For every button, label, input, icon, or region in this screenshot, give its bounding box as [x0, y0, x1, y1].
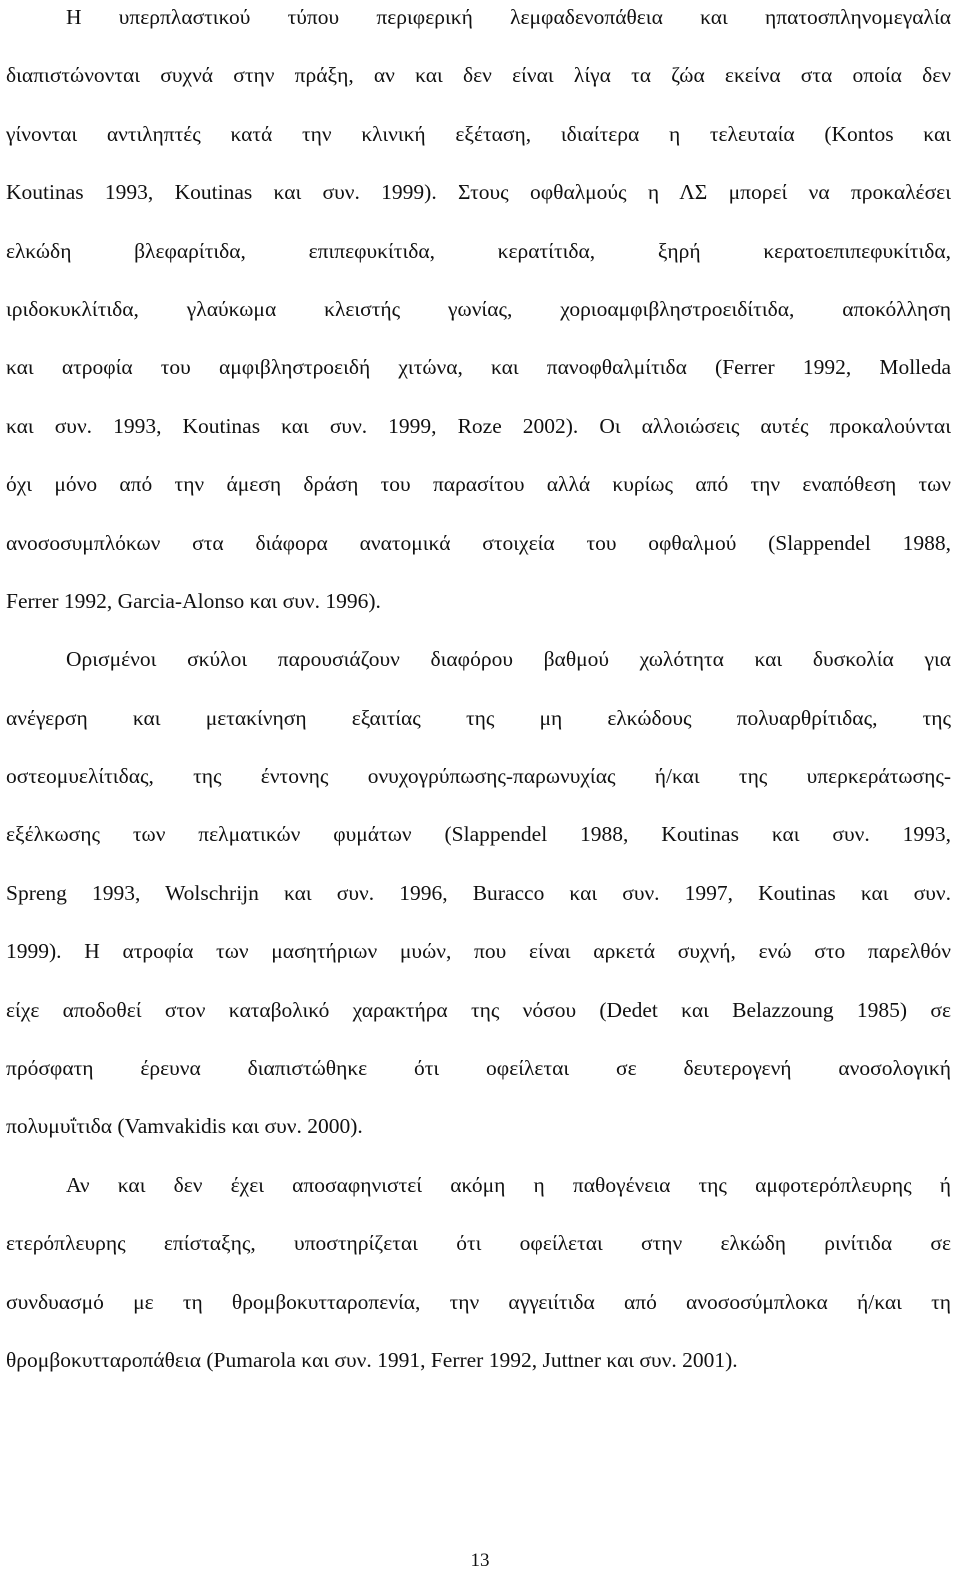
text-line: ετερόπλευρης επίσταξης, υποστηρίζεται ότι οφείλεται στην ελκώδη ρινίτιδα σε — [6, 1231, 951, 1256]
text-line: ιριδοκυκλίτιδα, γλαύκωμα κλειστής γωνίας, χοριοαμφιβληστροειδίτιδα, αποκόλληση — [6, 296, 951, 321]
text-line: διαπιστώνονται συχνά στην πράξη, αν και δεν είναι λίγα τα ζώα εκείνα στα οποία δεν — [6, 63, 951, 88]
text-line: πολυμυΐτιδα (Vamvakidis και συν. 2000). — [6, 1114, 363, 1139]
text-line: συνδυασμό με τη θρομβοκυτταροπενία, την αγγειίτιδα από ανοσοσύμπλοκα ή/και τη — [6, 1289, 951, 1314]
body-text — [6, 0, 951, 1398]
text-line: ανέγερση και μετακίνηση εξαιτίας της μη ελκώδους πολυαρθρίτιδας, της — [6, 705, 951, 730]
text-line: πρόσφατη έρευνα διαπιστώθηκε ότι οφείλεται σε δευτερογενή ανοσολογική — [6, 1056, 951, 1081]
text-line: είχε αποδοθεί στον καταβολικό χαρακτήρα της νόσου (Dedet και Belazzoung 1985) σε — [6, 997, 951, 1022]
text-line: Spreng 1993, Wolschrijn και συν. 1996, Buracco και συν. 1997, Koutinas και συν. — [6, 880, 951, 905]
text-line: Αν και δεν έχει αποσαφηνιστεί ακόμη η παθογένεια της αμφοτερόπλευρης ή — [66, 1172, 951, 1197]
text-line: Koutinas 1993, Koutinas και συν. 1999). Στους οφθαλμούς η ΛΣ μπορεί να προκαλέσει — [6, 180, 951, 205]
page-number: 13 — [470, 1550, 490, 1571]
text-line: Η υπερπλαστικού τύπου περιφερική λεμφαδενοπάθεια και ηπατοσπληνομεγαλία — [66, 5, 951, 29]
text-line: και ατροφία του αμφιβληστροειδή χιτώνα, και πανοφθαλμίτιδα (Ferrer 1992, Molleda — [6, 355, 951, 380]
text-line: θρομβοκυτταροπάθεια (Pumarola και συν. 1991, Ferrer 1992, Juttner και συν. 2001). — [6, 1347, 738, 1372]
text-line: όχι μόνο από την άμεση δράση του παρασίτου αλλά κυρίως από την εναπόθεση των — [6, 472, 951, 497]
text-line: 1999). Η ατροφία των μασητήριων μυών, που είναι αρκετά συχνή, ενώ στο παρελθόν — [6, 939, 951, 964]
text-line: γίνονται αντιληπτές κατά την κλινική εξέταση, ιδιαίτερα η τελευταία (Kontos και — [6, 121, 951, 146]
text-line: Ορισμένοι σκύλοι παρουσιάζουν διαφόρου βαθμού χωλότητα και δυσκολία για — [66, 647, 951, 672]
text-line: ανοσοσυμπλόκων στα διάφορα ανατομικά στοιχεία του οφθαλμού (Slappendel 1988, — [6, 530, 951, 555]
text-line: ελκώδη βλεφαρίτιδα, επιπεφυκίτιδα, κερατίτιδα, ξηρή κερατοεπιπεφυκίτιδα, — [6, 238, 951, 263]
text-line: Ferrer 1992, Garcia-Alonso και συν. 1996). — [6, 588, 381, 613]
text-line: οστεομυελίτιδας, της έντονης ονυχογρύπωσης-παρωνυχίας ή/και της υπερκεράτωσης- — [6, 764, 951, 789]
text-line: και συν. 1993, Koutinas και συν. 1999, Roze 2002). Οι αλλοιώσεις αυτές προκαλούνται — [6, 413, 951, 438]
text-line: εξέλκωσης των πελματικών φυμάτων (Slappendel 1988, Koutinas και συν. 1993, — [6, 822, 951, 847]
